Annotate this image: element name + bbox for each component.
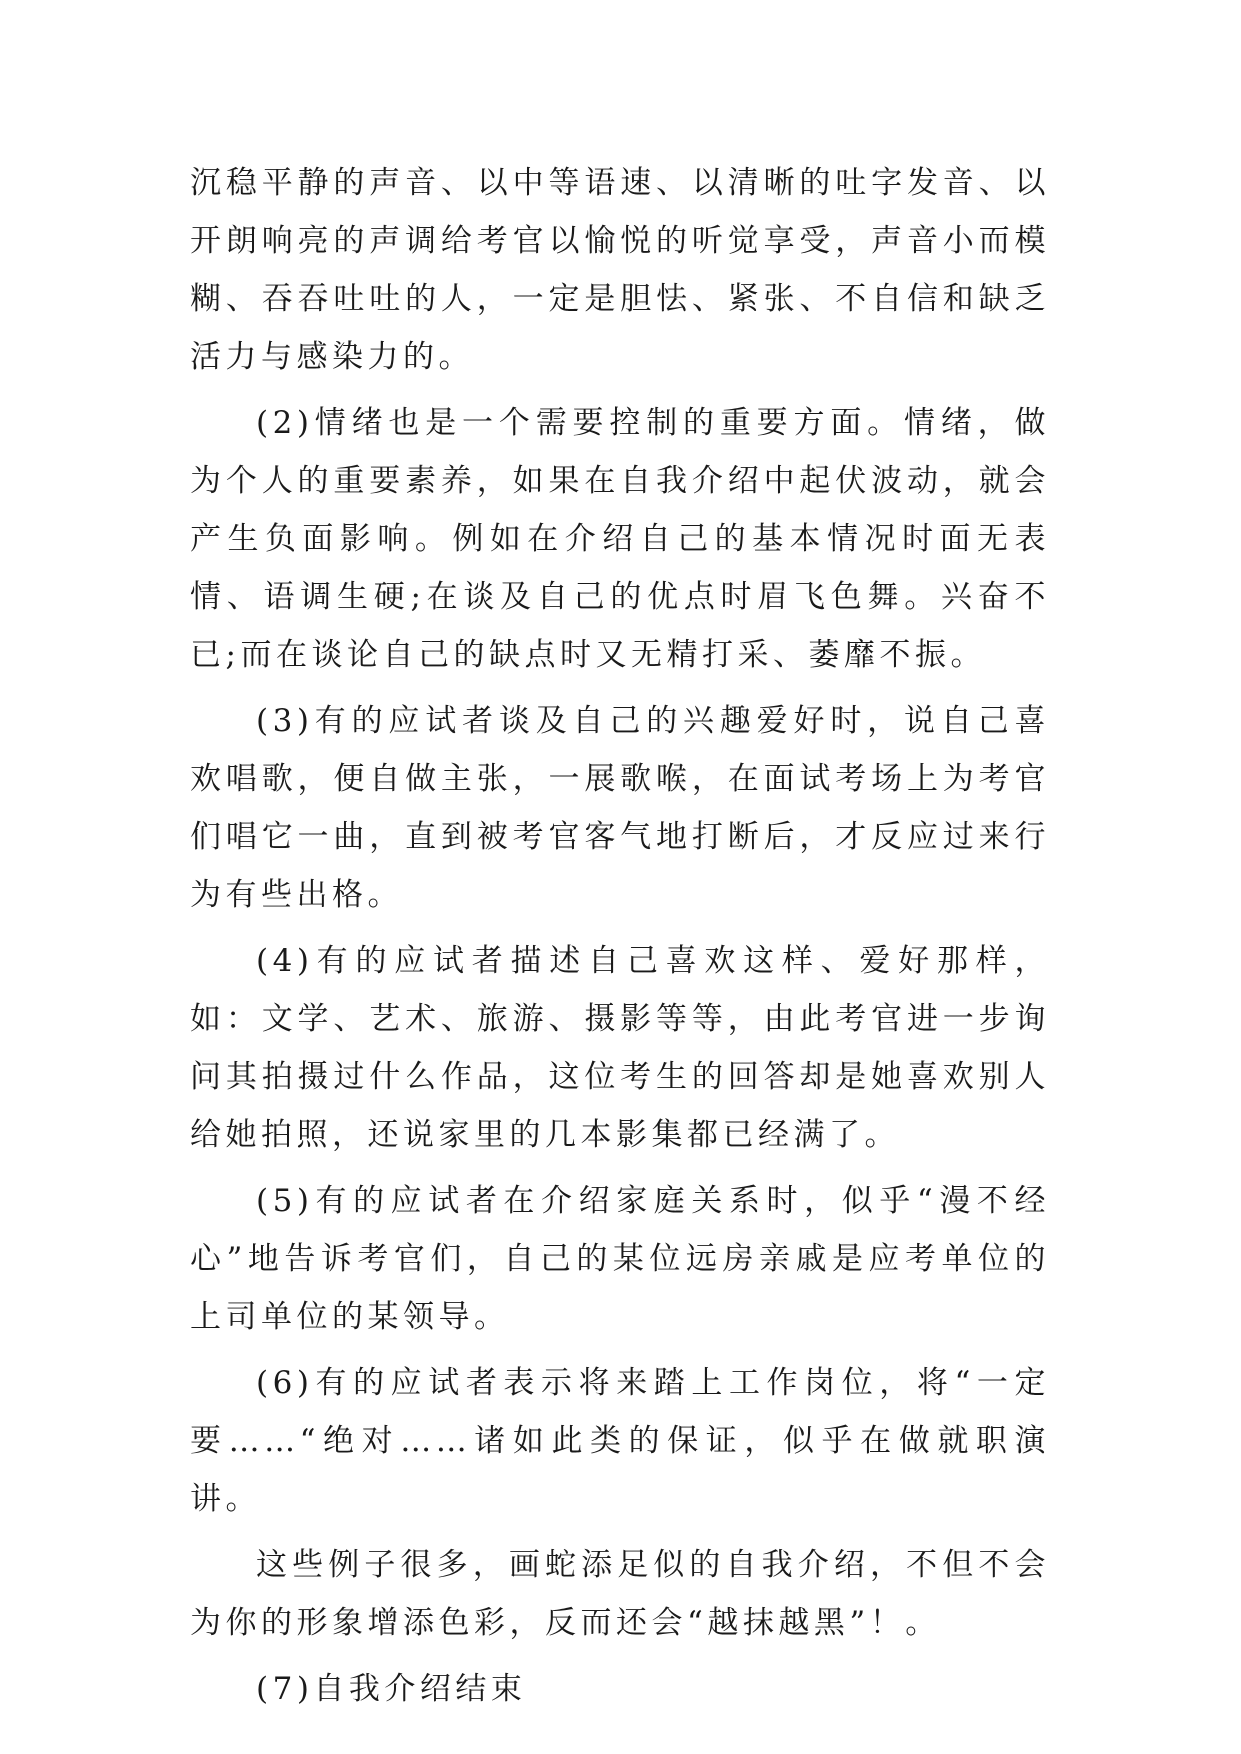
paragraph-family: (5)有的应试者在介绍家庭关系时，似乎“漫不经心”地告诉考官们，自己的某位远房亲戚是应考单位的上司单位的某领导。 xyxy=(190,1183,1050,1335)
paragraph-promises: (6)有的应试者表示将来踏上工作岗位，将“一定要……“绝对……诸如此类的保证，似乎在做就职演讲。 xyxy=(190,1365,1050,1517)
paragraph-voice: 沉稳平静的声音、以中等语速、以清晰的吐字发音、以开朗响亮的声调给考官以愉悦的听觉享受，声音小而模糊、吞吞吐吐的人，一定是胆怯、紧张、不自信和缺乏活力与感染力的。 xyxy=(190,165,1050,375)
paragraph-singing: (3)有的应试者谈及自己的兴趣爱好时，说自己喜欢唱歌，便自做主张，一展歌喉，在面试考场上为考官们唱它一曲，直到被考官客气地打断后，才反应过来行为有些出格。 xyxy=(190,703,1050,913)
paragraph-emotion: (2)情绪也是一个需要控制的重要方面。情绪，做为个人的重要素养，如果在自我介绍中起伏波动，就会产生负面影响。例如在介绍自己的基本情况时面无表情、语调生硬;在谈及自己的优点时眉飞色舞。兴奋不已;而在谈论自己的缺点时又无精打采、萎靡不振。 xyxy=(190,405,1050,673)
paragraph-hobbies: (4)有的应试者描述自己喜欢这样、爱好那样，如：文学、艺术、旅游、摄影等等，由此考官进一步询问其拍摄过什么作品，这位考生的回答却是她喜欢别人给她拍照，还说家里的几本影集都已经满了。 xyxy=(190,943,1050,1153)
document-body xyxy=(190,154,1050,1726)
paragraph-ending-heading: (7)自我介绍结束 xyxy=(256,1671,527,1707)
paragraph-summary: 这些例子很多，画蛇添足似的自我介绍，不但不会为你的形象增添色彩，反而还会“越抹越黑”！。 xyxy=(190,1547,1050,1641)
